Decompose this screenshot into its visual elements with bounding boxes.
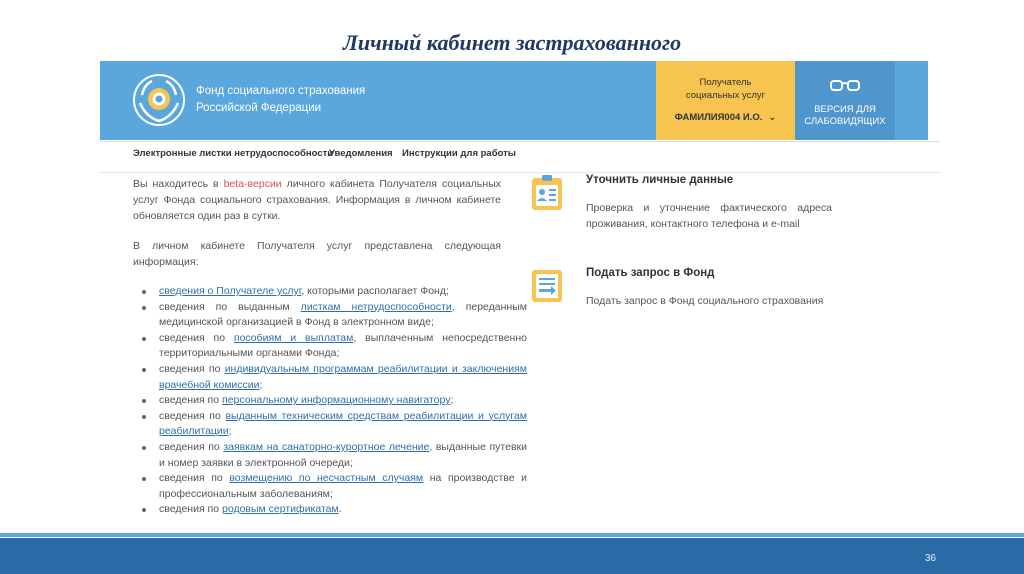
fss-logo-icon[interactable]	[132, 73, 186, 127]
list-item	[159, 502, 527, 518]
list-item-text: , выплаченным непосредственно территориальными органами Фонда;	[159, 331, 527, 360]
portal-header	[100, 61, 928, 140]
list-item	[159, 471, 527, 502]
slide-title: Личный кабинет застрахованного	[342, 30, 682, 55]
intro-prefix: Вы находитесь в	[133, 178, 219, 190]
card-update-personal-data[interactable]	[530, 174, 850, 234]
list-item-text: , которыми располагает Фонд;	[301, 285, 449, 297]
link-sanatorium[interactable]: заявкам на санаторно-курортное лечение	[223, 440, 430, 453]
intro-suffix: личного кабинета Получателя социальных услуг Фонда социального страхования. Информация в личном кабинете обновляется один раз в сутки.	[133, 178, 501, 222]
info-list	[133, 284, 527, 518]
list-item-text: на производстве и профессиональным заболеваниям;	[159, 472, 528, 500]
card-description: Проверка и уточнение фактического адреса проживания, контактного телефона и e-mail	[586, 202, 832, 230]
link-rehab-programs[interactable]: индивидуальным программам реабилитации и заключениям врачебной комиссии	[159, 362, 527, 391]
chevron-down-icon: ⌄	[768, 112, 777, 123]
link-sick-leave[interactable]: листкам нетрудоспособности	[300, 300, 452, 313]
link-accident-compensation[interactable]: возмещению по несчастным случаям	[229, 472, 424, 485]
vision-label-line1: ВЕРСИЯ ДЛЯ	[814, 104, 876, 115]
portal-screenshot	[100, 61, 940, 531]
glasses-icon	[829, 79, 861, 93]
nav-item-notifications[interactable]: Уведомления	[329, 148, 393, 159]
list-item	[159, 409, 527, 440]
list-item	[159, 440, 527, 471]
list-item-text: сведения по	[159, 394, 222, 407]
org-name-line2: Российской Федерации	[196, 102, 322, 114]
card-title: Уточнить личные данные	[586, 174, 734, 186]
list-item-text: сведения по	[159, 472, 230, 485]
beta-label: beta-версии	[223, 178, 282, 190]
nav-item-instructions[interactable]: Инструкции для работы	[402, 148, 516, 159]
list-item	[159, 284, 527, 300]
link-rehab-means[interactable]: выданным техническим средствам реабилитации и услугам реабилитации	[159, 409, 527, 438]
org-name-line1: Фонд социального страхования	[196, 85, 366, 97]
request-form-icon	[530, 267, 564, 305]
id-card-icon	[530, 174, 564, 212]
list-item-text: ;	[259, 378, 263, 391]
user-menu-button[interactable]	[656, 61, 795, 140]
card-description: Подать запрос в Фонд социального страхования	[586, 295, 824, 307]
intro-text	[133, 176, 501, 224]
low-vision-version-button[interactable]	[795, 61, 895, 140]
list-item	[159, 393, 527, 409]
link-info-navigator[interactable]: персональному информационному навигатору	[222, 394, 451, 407]
user-role	[656, 76, 795, 102]
list-item-text: сведения по	[159, 503, 222, 516]
list-item	[159, 362, 527, 393]
user-role-line2: социальных услуг	[685, 90, 766, 101]
list-item-text: сведения по	[159, 409, 226, 422]
org-name	[196, 83, 436, 117]
list-item-text: , переданным медицинской организацией в Фонд в электронном виде;	[159, 300, 527, 329]
list-item	[159, 300, 527, 331]
nav-item-sick-leave[interactable]: Электронные листки нетрудоспособности	[133, 148, 334, 159]
intro-info-text: В личном кабинете Получателя услуг представлена следующая информация:	[133, 240, 501, 268]
list-item-text: ;	[450, 394, 454, 407]
user-role-line1: Получатель	[699, 77, 752, 88]
list-item	[159, 331, 527, 362]
list-item-text: , выданные путевки и номер заявки в электронной очереди;	[159, 440, 527, 469]
card-submit-request[interactable]	[530, 267, 850, 312]
footer-accent-line	[0, 533, 1024, 537]
link-birth-certificates[interactable]: родовым сертификатам	[222, 503, 339, 516]
page-number: 36	[924, 553, 936, 564]
list-item-text: сведения по выданным	[159, 300, 301, 313]
list-item-text: сведения по	[159, 362, 225, 375]
list-item-text: сведения по	[159, 331, 234, 344]
list-item-text: сведения по	[159, 440, 224, 453]
slide-footer	[0, 538, 1024, 574]
user-name-row	[656, 112, 795, 123]
top-nav	[100, 141, 940, 173]
link-recipient-info[interactable]: сведения о Получателе услуг	[159, 285, 302, 297]
link-benefits[interactable]: пособиям и выплатам	[233, 331, 354, 344]
user-name: ФАМИЛИЯ004 И.О.	[674, 112, 763, 123]
vision-label-line2: СЛАБОВИДЯЩИХ	[804, 116, 886, 127]
list-item-text: .	[338, 503, 342, 516]
list-item-text: ;	[228, 425, 232, 438]
card-title: Подать запрос в Фонд	[586, 267, 715, 279]
